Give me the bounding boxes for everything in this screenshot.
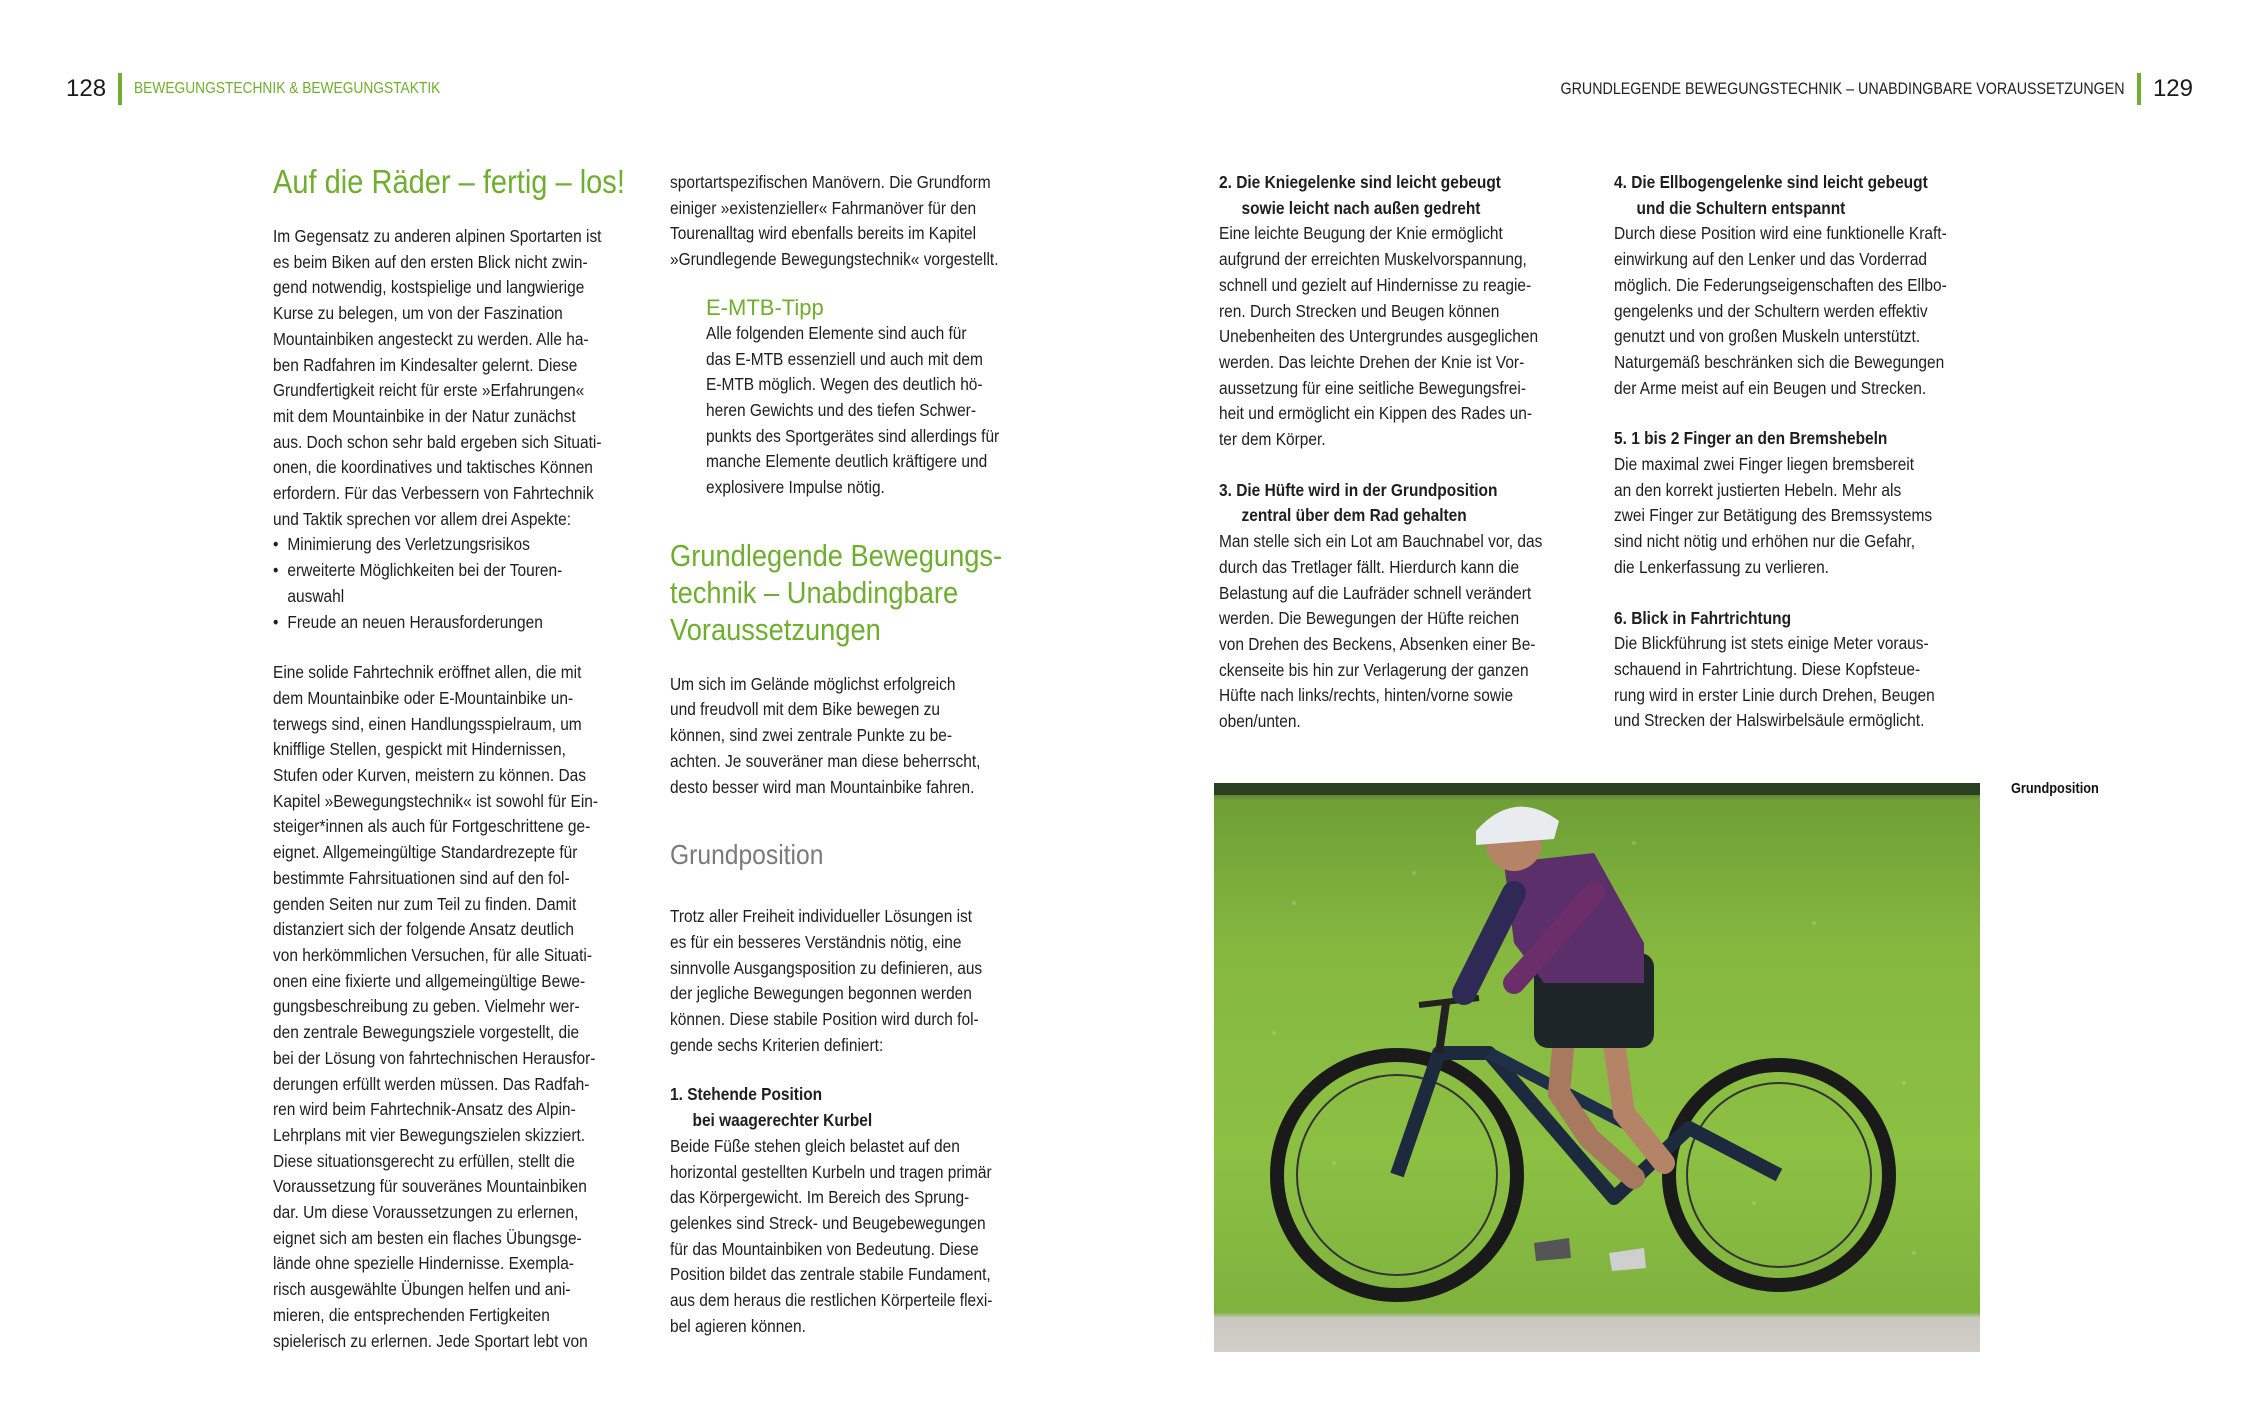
- text-line: ben Radfahren im Kindesalter gelernt. Diese: [273, 354, 578, 375]
- column-2: [670, 170, 1050, 1340]
- text-line: werden. Die Bewegungen der Hüfte reichen: [1219, 608, 1520, 629]
- heading-line: 1. Stehende Position: [670, 1084, 823, 1105]
- text-line: spielerisch zu erlernen. Jede Sportart lebt von: [273, 1330, 588, 1351]
- text-line: ckenseite bis hin zur Verlagerung der ganzen: [1219, 659, 1529, 680]
- text-line: es beim Biken auf den ersten Blick nicht zwin-: [273, 251, 588, 272]
- text-line: steiger*innen als auch für Fortgeschrittene ge-: [273, 816, 591, 837]
- text-line: Diese situationsgerecht zu erfüllen, stellt die: [273, 1150, 575, 1171]
- criterion-1: [670, 1082, 1012, 1339]
- text-line: schnell und gezielt auf Hindernisse zu reagie-: [1219, 274, 1532, 295]
- text-line: an den korrekt justierten Hebeln. Mehr als: [1614, 479, 1902, 500]
- text-line: Voraussetzungen: [670, 611, 881, 647]
- paragraph: [670, 904, 1012, 1058]
- text-line: Tourenalltag wird ebenfalls bereits im Kapitel: [670, 223, 977, 244]
- running-head-left: [66, 72, 490, 106]
- text-line: für das Mountainbiken von Bedeutung. Diese: [670, 1238, 979, 1259]
- text-line: bestimmte Fahrsituationen sind auf den fol-: [273, 867, 570, 888]
- text-line: können, sind zwei zentrale Punkte zu be-: [670, 725, 953, 746]
- cyclist-illustration: [1214, 783, 1980, 1352]
- heading-line: und die Schultern entspannt: [1636, 197, 1846, 218]
- text-line: bel agieren können.: [670, 1315, 806, 1336]
- text-line: onen eine fixierte und allgemeingültige Bewe-: [273, 970, 586, 991]
- text-line: Position bildet das zentrale stabile Fundament,: [670, 1264, 991, 1285]
- section-title: [670, 537, 1050, 648]
- text-line: rung wird in erster Linie durch Drehen, Beugen: [1614, 684, 1935, 705]
- heading-line: 5. 1 bis 2 Finger an den Bremshebeln: [1614, 428, 1888, 449]
- paragraph: [273, 660, 615, 1354]
- text-line: dar. Um diese Voraussetzungen zu erlernen,: [273, 1202, 579, 1223]
- paragraph: [670, 170, 1012, 273]
- criterion-2: [1219, 170, 1561, 453]
- criterion-heading: [1219, 170, 1561, 221]
- text-line: derungen erfüllt werden müssen. Das Radfah-: [273, 1073, 590, 1094]
- bullet-icon: •: [273, 534, 279, 555]
- text-line: und Taktik sprechen vor allem drei Aspekte:: [273, 508, 572, 529]
- text-line: aussetzung für eine seitliche Bewegungsfrei-: [1219, 377, 1526, 398]
- text-line: Grundfertigkeit reicht für erste »Erfahrungen«: [273, 380, 585, 401]
- list-item: [273, 558, 615, 584]
- text-line: genden Seiten nur zum Teil zu finden. Damit: [273, 893, 577, 914]
- text-line: explosivere Impulse nötig.: [706, 477, 885, 498]
- text-line: Unebenheiten des Untergrundes ausgeglichen: [1219, 326, 1539, 347]
- text-line: der jegliche Bewegungen begonnen werden: [670, 983, 972, 1004]
- text-line: Lehrplans mit vier Bewegungszielen skizziert.: [273, 1124, 586, 1145]
- text-line: heren Gewichts und des tiefen Schwer-: [706, 399, 976, 420]
- text-line: eignet sich am besten ein flaches Übungsge-: [273, 1227, 582, 1248]
- criterion-heading: [1614, 170, 1965, 221]
- text-line: Mountainbiken angesteckt zu werden. Alle ha-: [273, 328, 589, 349]
- text-line: »Grundlegende Bewegungstechnik« vorgestellt.: [670, 249, 999, 270]
- text-line: Eine solide Fahrtechnik eröffnet allen, die mit: [273, 662, 582, 683]
- list-item: [273, 584, 615, 610]
- tip-title: E-MTB-Tipp: [706, 294, 824, 320]
- divider-bar: [118, 73, 122, 105]
- text-line: Man stelle sich ein Lot am Bauchnabel vor, das: [1219, 531, 1543, 552]
- text-line: Grundlegende Bewegungs-: [670, 537, 1003, 573]
- subsection-title: Grundposition: [670, 839, 824, 871]
- heading-line: 3. Die Hüfte wird in der Grundposition: [1219, 479, 1498, 500]
- page-number-left: 128: [66, 75, 107, 102]
- chapter-title-right: GRUNDLEGENDE BEWEGUNGSTECHNIK – UNABDINGBARE VORAUSSETZUNGEN: [1560, 79, 2125, 98]
- running-head-right: [1453, 72, 2193, 106]
- text-line: Alle folgenden Elemente sind auch für: [706, 322, 967, 343]
- mountain-biker-photo: [1214, 783, 1980, 1352]
- text-line: Eine leichte Beugung der Knie ermöglicht: [1219, 223, 1503, 244]
- criterion-5: [1614, 426, 1965, 580]
- text-line: achten. Je souveräner man diese beherrscht,: [670, 750, 981, 771]
- text-line: bei der Lösung von fahrtechnischen Herausfor-: [273, 1047, 596, 1068]
- text-line: aus dem heraus die restlichen Körperteile flexi-: [670, 1290, 993, 1311]
- text-line: desto besser wird man Mountainbike fahren.: [670, 776, 975, 797]
- criterion-heading: [1614, 606, 1965, 632]
- heading-line: 6. Blick in Fahrtrichtung: [1614, 607, 1792, 628]
- text-line: von Drehen des Beckens, Absenken einer Be-: [1219, 633, 1536, 654]
- text-line: sportartspezifischen Manövern. Die Grundform: [670, 172, 991, 192]
- divider-bar: [2137, 73, 2141, 105]
- text-line: technik – Unabdingbare: [670, 574, 959, 610]
- text-line: mieren, die entsprechenden Fertigkeiten: [273, 1304, 550, 1325]
- text-line: ren wird beim Fahrtechnik-Ansatz des Alpin-: [273, 1099, 576, 1120]
- text-line: aus. Doch schon sehr bald ergeben sich Situati-: [273, 431, 602, 452]
- heading-line: 4. Die Ellbogengelenke sind leicht gebeugt: [1614, 172, 1928, 192]
- text-line: dem Mountainbike oder E-Mountainbike un-: [273, 687, 574, 708]
- bullet-icon: •: [273, 611, 279, 632]
- text-line: Die maximal zwei Finger liegen bremsbereit: [1614, 454, 1915, 475]
- text-line: und Strecken der Halswirbelsäule ermöglicht.: [1614, 710, 1925, 731]
- text-line: gungsbeschreibung zu geben. Vielmehr wer-: [273, 996, 580, 1017]
- text-line: möglich. Die Federungseigenschaften des Ellbo-: [1614, 274, 1947, 295]
- text-line: sinnvolle Ausgangsposition zu definieren, aus: [670, 957, 983, 978]
- text-line: können. Diese stabile Position wird durch fol-: [670, 1009, 979, 1030]
- text-line: gende sechs Kriterien definiert:: [670, 1034, 884, 1055]
- text-line: und freudvoll mit dem Bike bewegen zu: [670, 699, 940, 720]
- text-line: manche Elemente deutlich kräftigere und: [706, 451, 988, 472]
- text-line: Belastung auf die Laufräder schnell verändert: [1219, 582, 1532, 603]
- text-line: Kurse zu belegen, um von der Faszination: [273, 303, 563, 324]
- heading-line: 2. Die Kniegelenke sind leicht gebeugt: [1219, 172, 1501, 192]
- list-item: [273, 532, 615, 558]
- text-line: durch das Tretlager fällt. Hierdurch kann die: [1219, 556, 1520, 577]
- text-line: das Körpergewicht. Im Bereich des Sprung-: [670, 1187, 970, 1208]
- text-line: die Lenkerfassung zu verlieren.: [1614, 556, 1829, 577]
- text-line: Um sich im Gelände möglichst erfolgreich: [670, 673, 956, 694]
- photo-caption: Grundposition: [2011, 780, 2099, 797]
- text-line: Durch diese Position wird eine funktionelle Kraft-: [1614, 223, 1947, 244]
- text-line: lände ohne spezielle Hindernisse. Exempla-: [273, 1253, 574, 1274]
- text-line: genutzt und von großen Muskeln unterstützt.: [1614, 326, 1921, 347]
- text-line: gelenkes sind Streck- und Beugebewegungen: [670, 1212, 986, 1233]
- text-line: ren. Durch Strecken und Beugen können: [1219, 300, 1500, 321]
- text-line: einiger »existenzieller« Fahrmanöver für den: [670, 197, 977, 218]
- criterion-heading: [670, 1082, 1012, 1133]
- text-line: werden. Das leichte Drehen der Knie ist Vor-: [1219, 351, 1525, 372]
- paragraph: [670, 672, 1012, 801]
- text-line: sind nicht nötig und erhöhen nur die Gefahr,: [1614, 531, 1915, 552]
- criterion-6: [1614, 606, 1965, 735]
- list-item-text: auswahl: [287, 585, 345, 606]
- list-item: [273, 610, 615, 636]
- emtb-tip-box: [706, 295, 1050, 501]
- list-item-text: erweiterte Möglichkeiten bei der Touren-: [287, 560, 563, 581]
- text-line: Trotz aller Freiheit individueller Lösungen ist: [670, 906, 973, 927]
- aspects-list: [273, 532, 615, 635]
- text-line: Im Gegensatz zu anderen alpinen Sportarten ist: [273, 226, 602, 246]
- text-line: terwegs sind, einen Handlungsspielraum, um: [273, 713, 582, 734]
- text-line: zwei Finger zur Betätigung des Bremssystems: [1614, 505, 1933, 526]
- heading-line: zentral über dem Rad gehalten: [1241, 505, 1467, 526]
- text-line: risch ausgewählte Übungen helfen und ani-: [273, 1279, 571, 1300]
- text-line: der Arme meist auf ein Beugen und Strecken.: [1614, 377, 1927, 398]
- text-line: Naturgemäß beschränken sich die Bewegungen: [1614, 351, 1945, 372]
- criterion-4: [1614, 170, 1965, 401]
- text-line: mit dem Mountainbike in der Natur zunächst: [273, 405, 576, 426]
- chapter-title-left: BEWEGUNGSTECHNIK & BEWEGUNGSTAKTIK: [134, 80, 441, 97]
- text-line: Beide Füße stehen gleich belastet auf den: [670, 1135, 960, 1156]
- list-item-text: Minimierung des Verletzungsrisikos: [287, 534, 530, 555]
- list-item-text: Freude an neuen Herausforderungen: [287, 611, 543, 632]
- text-line: knifflige Stellen, gespickt mit Hindernissen,: [273, 739, 566, 760]
- text-line: heit und ermöglicht ein Kippen des Rades un-: [1219, 403, 1533, 424]
- tip-text: [706, 321, 1016, 501]
- text-line: Stufen oder Kurven, meistern zu können. Das: [273, 765, 586, 786]
- column-1: [273, 162, 653, 1354]
- text-line: schauend in Fahrtrichtung. Diese Kopfsteue-: [1614, 658, 1921, 679]
- text-line: aufgrund der erreichten Muskelvorspannung,: [1219, 249, 1527, 270]
- text-line: gengelenks und der Schultern werden effektiv: [1614, 300, 1928, 321]
- heading-line: sowie leicht nach außen gedreht: [1241, 197, 1481, 218]
- column-4: [1614, 170, 2004, 734]
- text-line: Voraussetzung für souveränes Mountainbiken: [273, 1176, 587, 1197]
- text-line: punkts des Sportgerätes sind allerdings für: [706, 425, 1000, 446]
- text-line: ter dem Körper.: [1219, 429, 1326, 450]
- intro-paragraph: [273, 224, 615, 532]
- bullet-icon: [273, 584, 287, 610]
- text-line: distanziert sich der folgende Ansatz deutlich: [273, 919, 574, 940]
- column-3: [1219, 170, 1599, 735]
- text-line: horizontal gestellten Kurbeln und tragen primär: [670, 1161, 992, 1182]
- page-title: Auf die Räder – fertig – los!: [273, 163, 625, 200]
- text-line: erfordern. Für das Verbessern von Fahrtechnik: [273, 483, 594, 504]
- criterion-3: [1219, 478, 1561, 735]
- text-line: das E-MTB essenziell und auch mit dem: [706, 348, 983, 369]
- text-line: eignet. Allgemeingültige Standardrezepte für: [273, 842, 578, 863]
- criterion-heading: [1219, 478, 1561, 529]
- text-line: einwirkung auf den Lenker und das Vorderrad: [1614, 249, 1928, 270]
- bullet-icon: •: [273, 560, 279, 581]
- page-number-right: 129: [2152, 75, 2193, 102]
- text-line: onen, die koordinatives und taktisches Können: [273, 457, 593, 478]
- text-line: Hüfte nach links/rechts, hinten/vorne sowie: [1219, 685, 1514, 706]
- text-line: oben/unten.: [1219, 711, 1301, 732]
- text-line: von herkömmlichen Versuchen, für alle Situati-: [273, 944, 592, 965]
- text-line: E-MTB möglich. Wegen des deutlich hö-: [706, 374, 983, 395]
- criterion-heading: [1614, 426, 1965, 452]
- text-line: Die Blickführung ist stets einige Meter voraus-: [1614, 633, 1929, 654]
- text-line: es für ein besseres Verständnis nötig, eine: [670, 931, 962, 952]
- text-line: gend notwendig, kostspielige und langwierige: [273, 277, 585, 298]
- text-line: den zentrale Bewegungsziele vorgestellt, die: [273, 1022, 580, 1043]
- text-line: Kapitel »Bewegungstechnik« ist sowohl für Ein-: [273, 790, 599, 811]
- heading-line: bei waagerechter Kurbel: [692, 1110, 873, 1131]
